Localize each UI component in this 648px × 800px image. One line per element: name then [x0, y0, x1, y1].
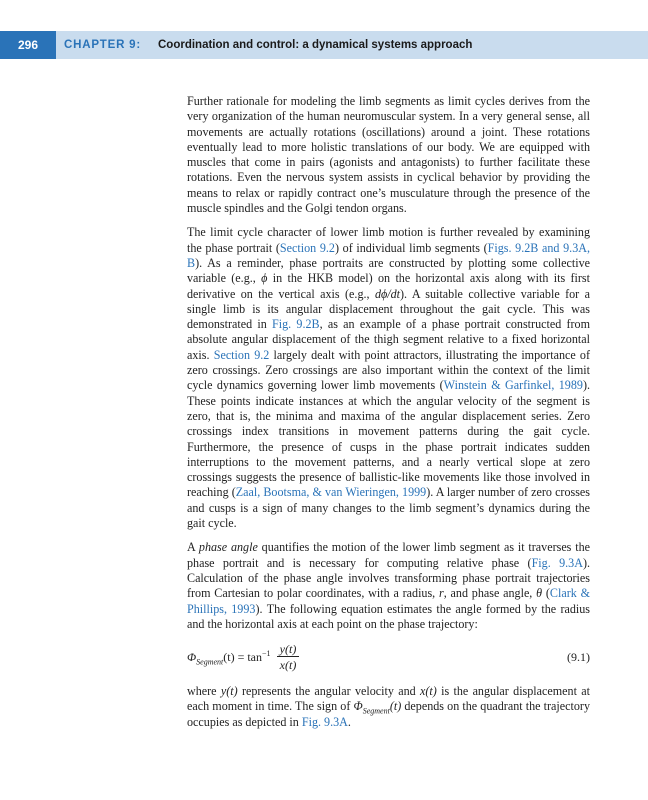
- phi-capital-symbol: Φ: [187, 650, 197, 665]
- link-clark-phillips-1993[interactable]: Clark & Phillips, 1993: [187, 586, 590, 616]
- paragraph-3: [187, 540, 590, 632]
- text: represents the angular velocity and: [237, 684, 420, 699]
- text: (: [542, 586, 550, 601]
- page-number: 296: [0, 31, 56, 59]
- equation-number: (9.1): [567, 650, 590, 665]
- chapter-label: CHAPTER 9:: [64, 39, 142, 51]
- equation-arg: (t) = tan: [223, 650, 263, 665]
- text: A: [187, 540, 199, 555]
- text: ). A suitable collective variable for a single limb is its angular displacement throughout the gait cycle. This was demonstrated in: [187, 286, 590, 332]
- theta-symbol: θ: [536, 586, 543, 601]
- text: , and phase angle,: [443, 586, 537, 601]
- x-of-t: x(t): [420, 684, 437, 699]
- text: depends on the quadrant the trajectory occupies as depicted in: [187, 699, 590, 729]
- text: The limit cycle character of lower limb motion is further revealed by examining the phase portrait (: [187, 225, 590, 255]
- link-section-9-2[interactable]: Section 9.2: [279, 240, 335, 255]
- paragraph-2: [187, 225, 590, 531]
- body-text: [187, 94, 590, 739]
- paragraph-4: [187, 684, 590, 730]
- text: ) of individual limb segments (: [334, 240, 488, 255]
- text: ). A larger number of zero crosses and cusps is a sign of many changes to the limb segment’s dynamics during the gait cycle.: [187, 485, 590, 531]
- text: , as an example of a phase portrait constructed from absolute angular displacement of the thigh segment relative to a fixed horizontal axis.: [187, 317, 590, 362]
- subscript: Segment: [362, 706, 390, 716]
- link-fig-9-3a-second[interactable]: Fig. 9.3A: [301, 714, 348, 729]
- text: in the HKB model) on the horizontal axis along with its first derivative on the vertical axis (e.g.,: [187, 271, 590, 301]
- equation-lhs: [187, 650, 271, 665]
- equation-denominator: x(t): [279, 658, 297, 673]
- running-header: [0, 31, 648, 59]
- y-of-t: y(t): [220, 684, 238, 699]
- derivative-symbol: dϕ/dt: [374, 286, 401, 301]
- phase-angle-term: phase angle: [198, 540, 258, 555]
- chapter-title: Coordination and control: a dynamical systems approach: [158, 39, 473, 51]
- text: ). The following equation estimates the angle formed by the radius and the horizontal axis at each point on the phase trajectory:: [187, 601, 590, 631]
- text: is the angular displacement at each moment in time. The sign of: [187, 684, 590, 714]
- phi-symbol: ϕ: [261, 271, 268, 286]
- text: largely dealt with point attractors, illustrating the importance of zero crossings. Zero crossings are also important within the context of the limit cycle dynamics governing lower limb movements (: [187, 347, 590, 393]
- text: ). As a reminder, phase portraits are constructed by plotting some collective variable (e.g.,: [187, 255, 590, 286]
- link-fig-9-3a[interactable]: Fig. 9.3A: [531, 555, 583, 570]
- equation-superscript: −1: [262, 649, 271, 659]
- link-fig-9-2b[interactable]: Fig. 9.2B: [272, 317, 320, 332]
- text: where: [187, 684, 221, 699]
- equation-9-1: [187, 642, 590, 678]
- link-winstein-garfinkel-1989[interactable]: Winstein & Garfinkel, 1989: [443, 378, 583, 393]
- equation-numerator: y(t): [277, 642, 299, 657]
- equation-fraction: [277, 642, 299, 673]
- paragraph-1: Further rationale for modeling the limb segments as limit cycles derives from the very organization of the human neuromuscular system. In a very general sense, all movements are actually rotations (oscillations) around a joint. These rotations eventually lead to more holistic translations of our body. We are equipped with muscles that come in pairs (agonists and antagonists) to further facilitate these rotations. Even the nervous system assists in cyclical behavior by providing the means to relax or rapidly contract one’s musculature through the presence of the muscle spindles and the Golgi tendon organs.: [187, 94, 590, 216]
- text: ). Calculation of the phase angle involves transforming phase portrait trajectories from Cartesian to polar coordinates, with a radius,: [187, 555, 591, 601]
- radius-symbol: r: [439, 586, 444, 601]
- text: quantifies the motion of the lower limb segment as it traverses the phase portrait and is necessary for computing relative phase (: [187, 540, 590, 570]
- text: .: [347, 714, 351, 729]
- t-arg: (t): [389, 699, 402, 714]
- equation-subscript: Segment: [196, 657, 224, 667]
- link-zaal-bootsma-van-wieringen-1999[interactable]: Zaal, Bootsma, & van Wieringen, 1999: [235, 485, 427, 500]
- link-section-9-2-second[interactable]: Section 9.2: [213, 347, 270, 362]
- link-figs-9-2b-9-3a-b[interactable]: Figs. 9.2B and 9.3A, B: [187, 240, 590, 270]
- text: ). These points indicate instances at which the angular velocity of the segment is zero, that is, the minima and maxima of the angular displacement series. Zero crossings index transitions in movement patterns during the gait cycle. Furthermore, the presence of cusps in the phase portrait indicates sudden interruptions to the movement patterns, and a nearly vertical slope at zero crossings suggests the presence of ballistic-like movements like those involved in reaching (: [187, 378, 590, 500]
- phi-capital-symbol: Φ: [353, 699, 363, 714]
